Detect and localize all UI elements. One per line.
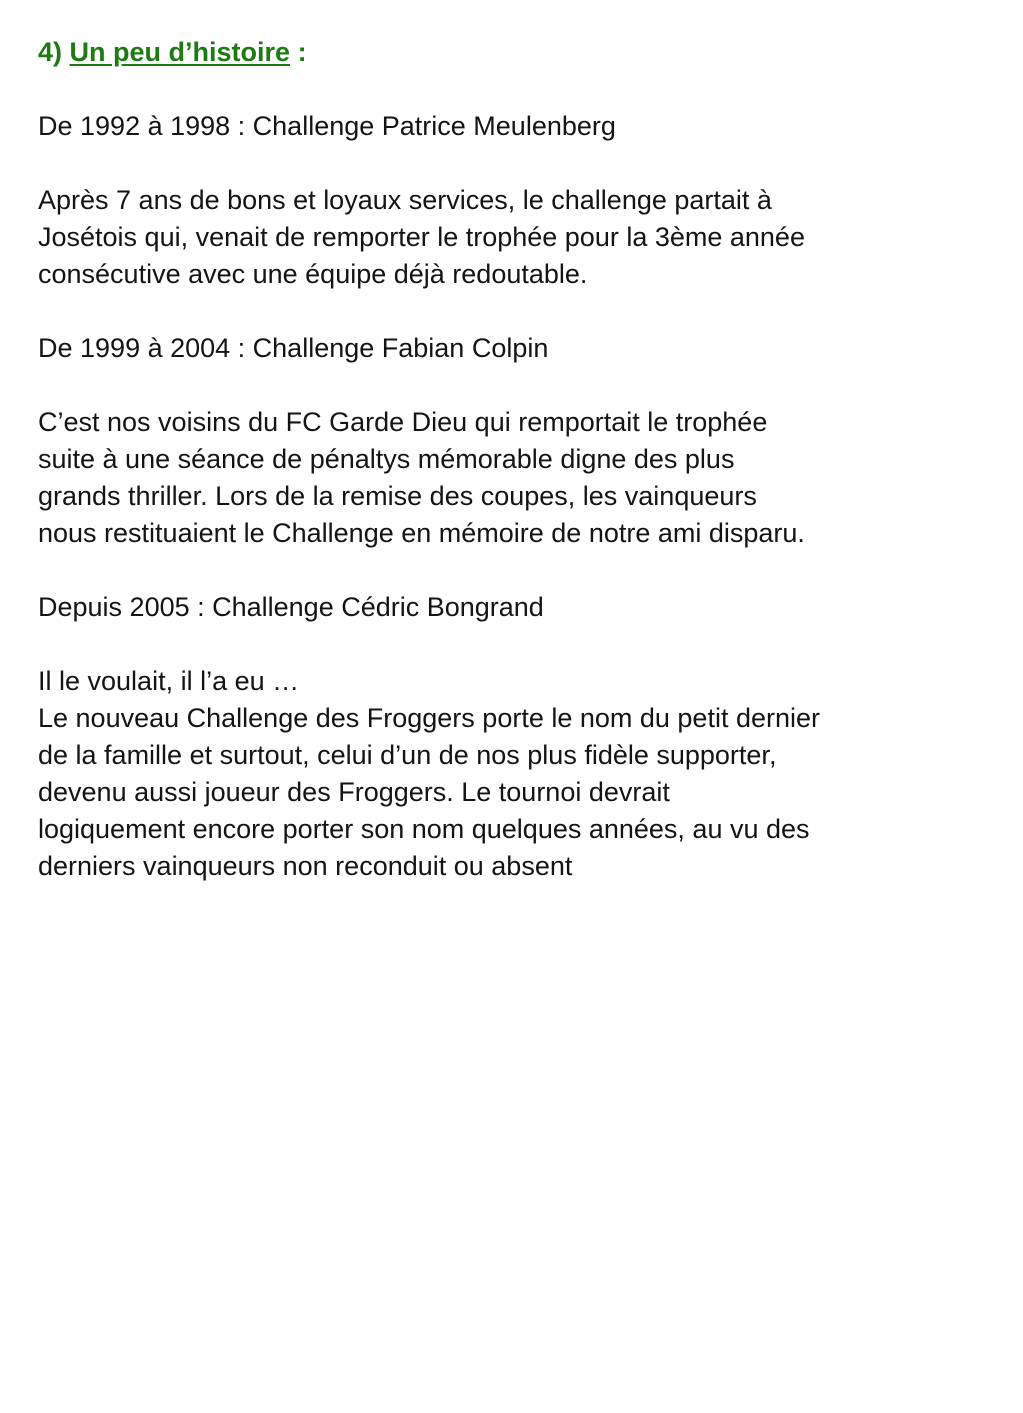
period-paragraph-3: Il le voulait, il l’a eu … Le nouveau Challenge des Froggers porte le nom du petit dernier de la famille et surtout, celui d’un de nos plus fidèle supporter, devenu aussi joueur des Froggers. Le tournoi devrait logiquement encore porter son nom quelques années, au vu des derniers vainqueurs non reconduit ou absent [38, 666, 820, 881]
spacer [38, 626, 998, 663]
period-paragraph-2: C’est nos voisins du FC Garde Dieu qui remportait le trophée suite à une séance de pénaltys mémorable digne des plus grands thriller. Lors de la remise des coupes, les vainqueurs nous restituaient le Challenge en mémoire de notre ami disparu. [38, 407, 805, 548]
spacer [38, 71, 998, 108]
spacer [38, 293, 998, 330]
document-body [38, 34, 998, 885]
period-heading-2: De 1999 à 2004 : Challenge Fabian Colpin [38, 333, 549, 363]
section-number: 4) [38, 37, 63, 67]
spacer [38, 367, 998, 404]
section-title: Un peu d’histoire [69, 37, 291, 67]
section-colon: : [297, 37, 307, 67]
spacer [38, 145, 998, 182]
spacer [38, 552, 998, 589]
period-heading-1: De 1992 à 1998 : Challenge Patrice Meulenberg [38, 111, 616, 141]
period-heading-3: Depuis 2005 : Challenge Cédric Bongrand [38, 592, 544, 622]
section-heading [38, 34, 998, 71]
period-paragraph-1: Après 7 ans de bons et loyaux services, le challenge partait à Josétois qui, venait de remporter le trophée pour la 3ème année consécutive avec une équipe déjà redoutable. [38, 185, 805, 289]
